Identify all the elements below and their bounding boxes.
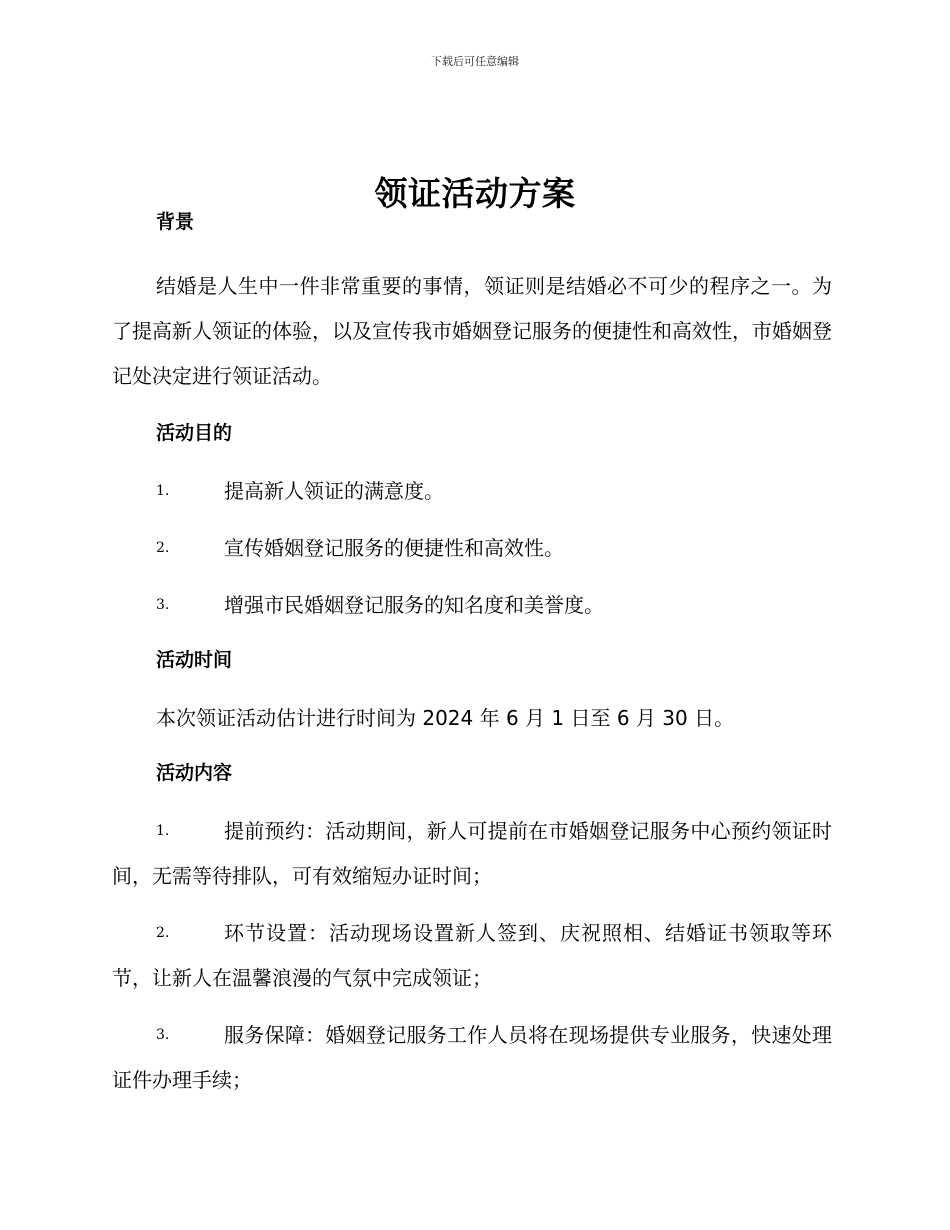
section-heading-background: 背景 [156, 211, 195, 233]
list-item [112, 583, 832, 628]
document-body [112, 202, 832, 1103]
header-note: 下载后可任意编辑 [431, 55, 519, 68]
section-heading-time: 活动时间 [156, 649, 233, 671]
list-number: 2. [156, 925, 170, 941]
list-text: 增强市民婚姻登记服务的知名度和美誉度。 [224, 593, 604, 617]
list-number: 2. [156, 540, 170, 556]
list-item [112, 469, 832, 514]
section-heading-purpose: 活动目的 [156, 422, 233, 444]
list-item [112, 809, 832, 899]
list-number: 1. [156, 483, 170, 499]
list-item [112, 911, 832, 1001]
list-text: 提前预约：活动期间，新人可提前在市婚姻登记服务中心预约领证时间，无需等待排队，可有效缩短办证时间； [112, 819, 832, 888]
time-paragraph: 本次领证活动估计进行时间为 2024 年 6 月 1 日至 6 月 30 日。 [156, 706, 735, 730]
list-text: 提高新人领证的满意度。 [224, 479, 444, 503]
list-number: 3. [156, 597, 170, 613]
list-item [112, 1013, 832, 1103]
list-text: 宣传婚姻登记服务的便捷性和高效性。 [224, 536, 564, 560]
background-paragraph: 结婚是人生中一件非常重要的事情，领证则是结婚必不可少的程序之一。为了提高新人领证的体验，以及宣传我市婚姻登记服务的便捷性和高效性，市婚姻登记处决定进行领证活动。 [112, 274, 832, 388]
list-number: 3. [156, 1027, 170, 1043]
document-title: 领证活动方案 [374, 174, 576, 214]
section-heading-content: 活动内容 [156, 762, 233, 784]
list-text: 环节设置：活动现场设置新人签到、庆祝照相、结婚证书领取等环节，让新人在温馨浪漫的气氛中完成领证； [112, 921, 832, 990]
list-item [112, 526, 832, 571]
list-number: 1. [156, 823, 170, 839]
list-text: 服务保障：婚姻登记服务工作人员将在现场提供专业服务，快速处理证件办理手续； [112, 1023, 832, 1092]
